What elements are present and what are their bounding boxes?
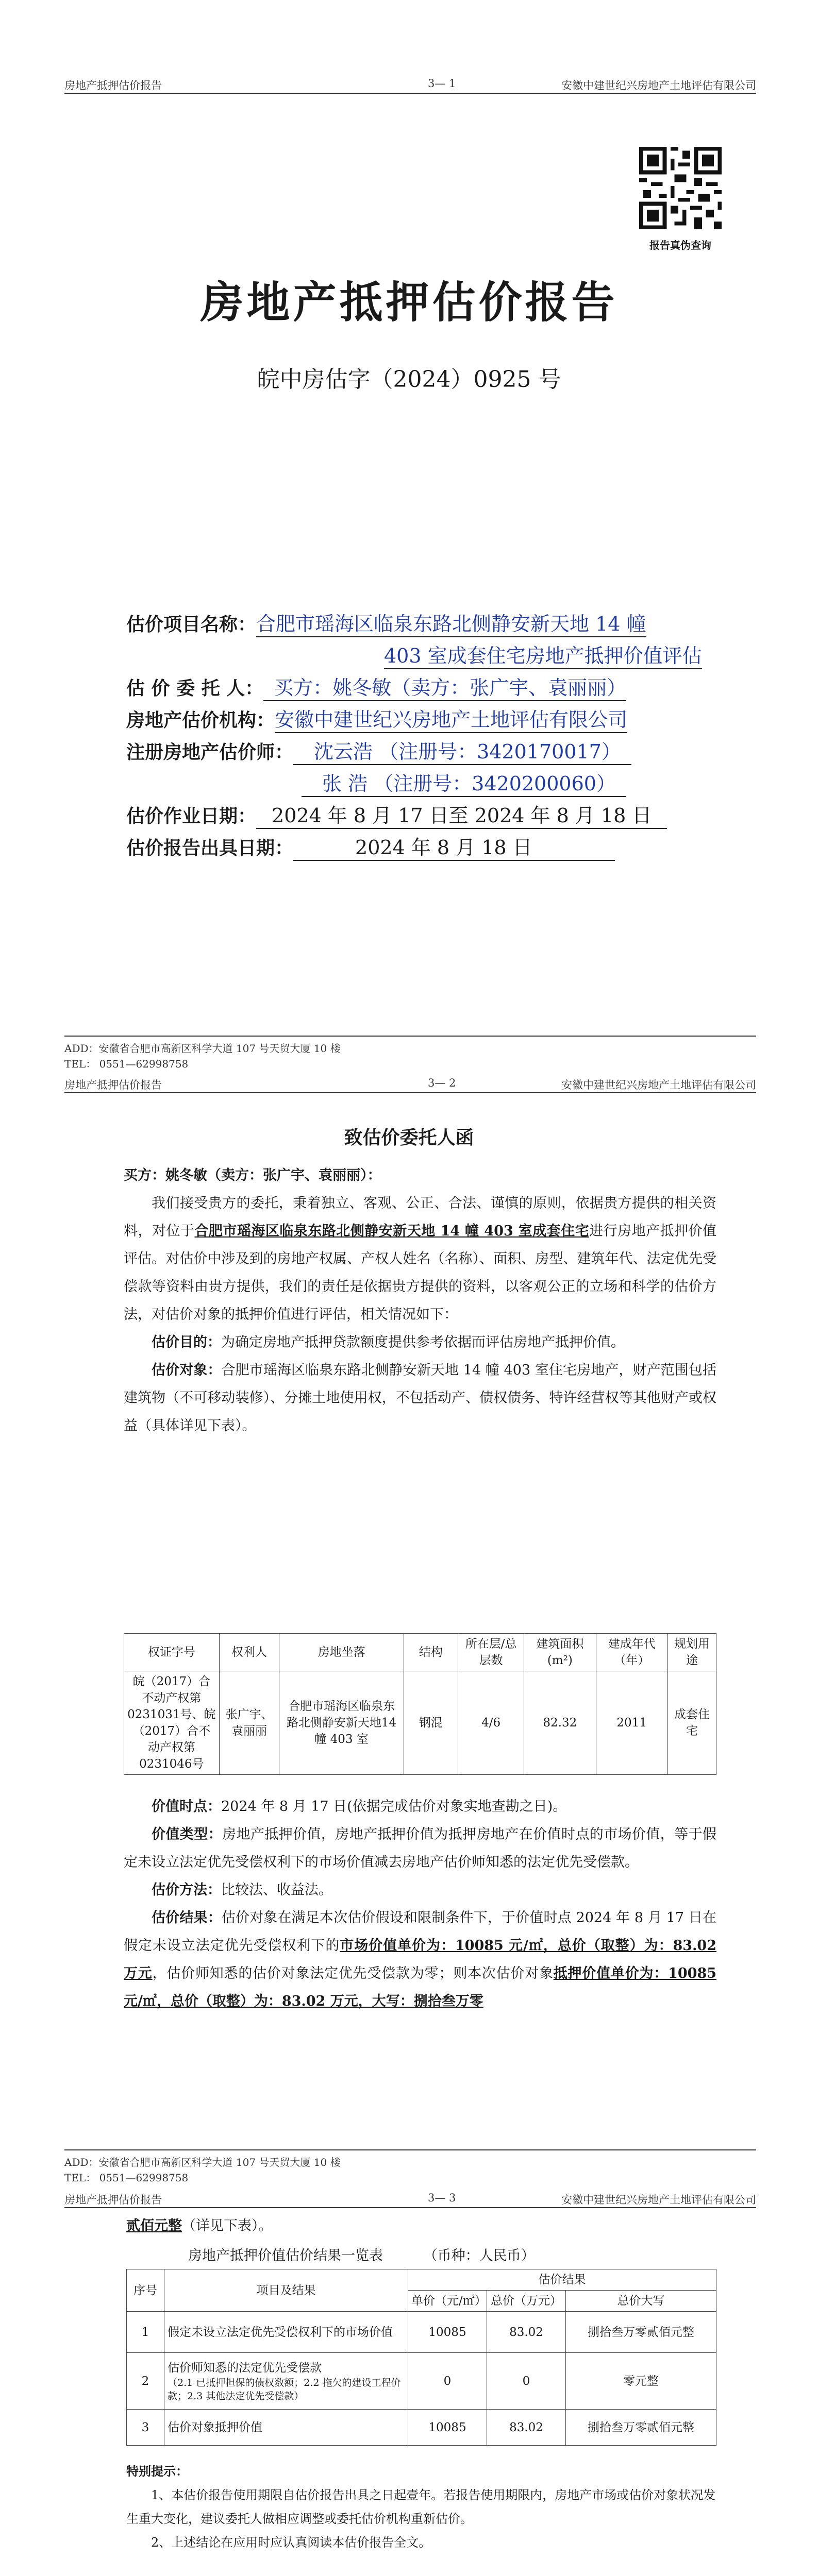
appraiser-1: 沈云浩 （注册号：3420170017） — [293, 740, 631, 765]
report-date-value: 2024 年 8 月 18 日 — [293, 836, 615, 861]
header-report-name: 房地产抵押估价报告 — [64, 2194, 162, 2206]
col-structure: 结构 — [404, 1634, 458, 1671]
report-title: 房地产抵押估价报告 — [200, 277, 618, 328]
cell-location: 合肥市瑶海区临泉东路北侧静安新天地14幢 403 室 — [279, 1671, 404, 1775]
project-label: 估价项目名称： — [126, 614, 257, 635]
cell-upper: 零元整 — [566, 2353, 716, 2410]
client-label: 估 价 委 托 人： — [126, 678, 264, 699]
table-row — [124, 1671, 716, 1775]
cell-unit: 10085 — [408, 2410, 487, 2446]
cover-page — [0, 0, 818, 1072]
cell-item: 假定未设立法定优先受偿权利下的市场价值 — [164, 2312, 408, 2353]
col-no: 序号 — [127, 2269, 164, 2312]
col-floor: 所在层/总层数 — [458, 1634, 524, 1671]
header-company: 安徽中建世纪兴房地产土地评估有限公司 — [561, 2194, 756, 2206]
col-owner: 权利人 — [219, 1634, 279, 1671]
appraiser-row-1 — [126, 736, 714, 768]
summary-table-title: 房地产抵押价值估价结果一览表 — [188, 2248, 383, 2264]
work-date-row — [126, 800, 714, 832]
col-item: 项目及结果 — [164, 2269, 408, 2312]
project-value-line1: 合肥市瑶海区临泉东路北侧静安新天地 14 幢 — [256, 613, 646, 637]
page-footer — [64, 2149, 756, 2185]
purpose-paragraph — [124, 1329, 716, 1357]
cell-item: 估价对象抵押价值 — [164, 2410, 408, 2446]
summary-header-row-1 — [127, 2269, 716, 2291]
method-value: 比较法、收益法。 — [221, 1882, 332, 1898]
value-type-value: 房地产抵押价值，房地产抵押价值为抵押房地产在价值时点的市场价值，等于假定未设立法定优先受偿权利下的市场价值减去房地产估价师知悉的法定优先受偿款。 — [124, 1826, 717, 1870]
summary-page — [0, 2187, 818, 2576]
table-row — [127, 2353, 716, 2410]
project-value-line2: 403 室成套住宅房地产抵押价值评估 — [384, 645, 702, 669]
purpose-label: 估价目的： — [152, 1334, 221, 1350]
cell-upper: 捌拾叁万零贰佰元整 — [566, 2410, 716, 2446]
work-date-label: 估价作业日期： — [126, 806, 257, 827]
note-2: 2、上述结论在应用时应认真阅读本估价报告全文。 — [151, 2535, 431, 2550]
col-upper: 总价大写 — [566, 2291, 716, 2312]
col-cert: 权证字号 — [124, 1634, 220, 1671]
value-date-label: 价值时点： — [152, 1799, 221, 1815]
cell-total: 83.02 — [487, 2312, 566, 2353]
result-mortgage-value: 抵押价值单价为：10085 元/㎡，总价（取整）为：83.02 万元，大写：捌拾叁万零 — [124, 1965, 717, 2009]
letter-intro — [124, 1190, 716, 1329]
letter-body-1 — [124, 1162, 716, 1440]
cell-no: 2 — [127, 2353, 164, 2410]
result-market-value: 市场价值单价为：10085 元/㎡，总价（取整）为：83.02 万元 — [124, 1938, 717, 1981]
cell-owner: 张广宇、袁丽丽 — [219, 1671, 279, 1775]
value-date-value: 2024 年 8 月 17 日(依据完成估价对象实地查勘之日)。 — [221, 1799, 567, 1815]
method-paragraph — [124, 1876, 716, 1904]
col-total: 总价（万元） — [487, 2291, 566, 2312]
cell-year: 2011 — [596, 1671, 667, 1775]
letter-body-2 — [124, 1793, 716, 2015]
header-company: 安徽中建世纪兴房地产土地评估有限公司 — [561, 79, 756, 92]
report-date-row — [126, 832, 714, 863]
property-table-header — [124, 1634, 716, 1671]
letter-recipient: 买方：姚冬敏（卖方：张广宇、袁丽丽）： — [124, 1167, 381, 1183]
cell-cert: 皖（2017）合不动产权第0231031号、皖（2017）合不动产权第0231046号 — [124, 1671, 220, 1775]
purpose-value: 为确定房地产抵押贷款额度提供参考依据而评估房地产抵押价值。 — [221, 1334, 625, 1350]
footer-address: ADD：安徽省合肥市高新区科学大道 107 号天贸大厦 10 楼 — [64, 1042, 341, 1055]
col-year: 建成年代（年） — [596, 1634, 667, 1671]
object-paragraph — [124, 1357, 716, 1440]
header-page-number: 3— 2 — [428, 1077, 456, 1089]
document-number: 皖中房估字（2024）0925 号 — [257, 366, 561, 393]
result-text-e: 贰佰元整 — [126, 2218, 182, 2234]
result-text-c: ，估价师知悉的估价对象法定优先受偿款为零；则本次估价对象 — [152, 1965, 554, 1981]
special-notes — [126, 2460, 716, 2554]
header-company: 安徽中建世纪兴房地产土地评估有限公司 — [561, 1079, 756, 1091]
footer-address: ADD：安徽省合肥市高新区科学大道 107 号天贸大厦 10 楼 — [64, 2156, 341, 2168]
cell-floor: 4/6 — [458, 1671, 524, 1775]
value-date-paragraph — [124, 1793, 716, 1821]
footer-tel: TEL： 0551—62998758 — [64, 2172, 189, 2184]
cell-total: 83.02 — [487, 2410, 566, 2446]
col-area: 建筑面积(m²) — [524, 1634, 596, 1671]
property-table — [124, 1633, 716, 1775]
qr-code-icon[interactable] — [639, 147, 722, 229]
result-text-f: （详见下表）。 — [182, 2218, 273, 2234]
intro-property: 合肥市瑶海区临泉东路北侧静安新天地 14 幢 403 室成套住宅 — [194, 1223, 590, 1239]
col-usage: 规划用途 — [667, 1634, 716, 1671]
org-value: 安徽中建世纪兴房地产土地评估有限公司 — [275, 708, 627, 733]
value-type-label: 价值类型： — [152, 1826, 223, 1842]
table-row — [127, 2410, 716, 2446]
result-text-a: 估价对象在满足本次估价假设和限制条件下，于价值时点 2024 年 8 月 17 日在假定未设立法定优先受偿权利下的 — [124, 1910, 717, 1954]
letter-page — [0, 1072, 818, 2187]
result-continued — [126, 2212, 719, 2240]
page-header — [64, 77, 756, 94]
client-value: 买方：姚冬敏（卖方：张广宇、袁丽丽） — [263, 676, 626, 701]
work-date-value: 2024 年 8 月 17 日至 2024 年 8 月 18 日 — [256, 804, 667, 829]
value-type-paragraph — [124, 1821, 716, 1876]
result-label: 估价结果： — [152, 1910, 222, 1926]
result-paragraph — [124, 1904, 716, 2015]
report-date-label: 估价报告出具日期： — [126, 838, 294, 859]
appraiser-label: 注册房地产估价师： — [126, 742, 294, 763]
intro-text-a: 我们接受贵方的委托，秉着独立、客观、公正、合法、谨慎的原则，依据贵方提供的相关资料，对位于 — [124, 1195, 716, 1239]
table-row — [127, 2312, 716, 2353]
page-header — [64, 1077, 756, 1093]
cell-usage: 成套住宅 — [667, 1671, 716, 1775]
appraiser-row-2 — [126, 768, 714, 800]
org-row — [126, 704, 714, 736]
qr-caption: 报告真伪查询 — [649, 239, 711, 251]
col-result: 估价结果 — [408, 2269, 716, 2291]
cell-unit: 0 — [408, 2353, 487, 2410]
footer-tel: TEL： 0551—62998758 — [64, 1058, 189, 1070]
header-page-number: 3— 1 — [428, 77, 456, 90]
letter-title: 致估价委托人函 — [344, 1127, 474, 1148]
cell-structure: 钢混 — [404, 1671, 458, 1775]
project-name-row — [126, 608, 714, 640]
project-name-row-2 — [126, 640, 714, 672]
col-unit: 单价（元/㎡） — [408, 2291, 487, 2312]
header-page-number: 3— 3 — [428, 2192, 456, 2204]
cover-info-block — [126, 608, 714, 863]
cell-no: 1 — [127, 2312, 164, 2353]
cell-upper: 捌拾叁万零贰佰元整 — [566, 2312, 716, 2353]
cell-unit: 10085 — [408, 2312, 487, 2353]
cell-no: 3 — [127, 2410, 164, 2446]
org-label: 房地产估价机构： — [126, 710, 275, 731]
note-1: 1、本估价报告使用期限自估价报告出具之日起壹年。若报告使用期限内，房地产市场或估价对象状况发生重大变化，建议委托人做相应调整或委托估价机构重新估价。 — [126, 2488, 716, 2526]
summary-caption — [126, 2244, 716, 2264]
method-label: 估价方法： — [152, 1882, 221, 1898]
page-footer — [64, 1036, 756, 1072]
cell-item-main: 估价师知悉的法定优先受偿款 — [168, 2361, 322, 2375]
cell-item — [164, 2353, 408, 2410]
result-continued-line — [126, 2212, 719, 2240]
header-report-name: 房地产抵押估价报告 — [64, 79, 162, 92]
col-location: 房地坐落 — [279, 1634, 404, 1671]
client-row — [126, 672, 714, 704]
appraiser-2: 张 浩 （注册号：3420200060） — [302, 772, 626, 797]
summary-currency: （币种：人民币） — [423, 2248, 535, 2264]
cell-area: 82.32 — [524, 1671, 596, 1775]
summary-table — [126, 2269, 716, 2446]
header-report-name: 房地产抵押估价报告 — [64, 1079, 162, 1091]
notes-title: 特别提示： — [126, 2464, 188, 2479]
object-label: 估价对象： — [152, 1362, 222, 1378]
object-value: 合肥市瑶海区临泉东路北侧静安新天地 14 幢 403 室住宅房地产，财产范围包括建筑物（不可移动装修）、分摊土地使用权，不包括动产、债权债务、特许经营权等其他财产或权益（具体详见下表）。 — [124, 1362, 716, 1434]
page-header — [64, 2192, 756, 2208]
cell-item-sub: （2.1 已抵押担保的债权数额；2.2 拖欠的建设工程价款；2.3 其他法定优先受偿款） — [168, 2377, 401, 2402]
intro-text-c: 进行房地产抵押价值评估。对估价中涉及到的房地产权属、产权人姓名（名称）、面积、房型、建筑年代、法定优先受偿款等资料由贵方提供，我们的责任是依据贵方提供的资料，以客观公正的立场和科学的估价方法，对估价对象的抵押价值进行评估，相关情况如下： — [124, 1223, 716, 1323]
cell-total: 0 — [487, 2353, 566, 2410]
